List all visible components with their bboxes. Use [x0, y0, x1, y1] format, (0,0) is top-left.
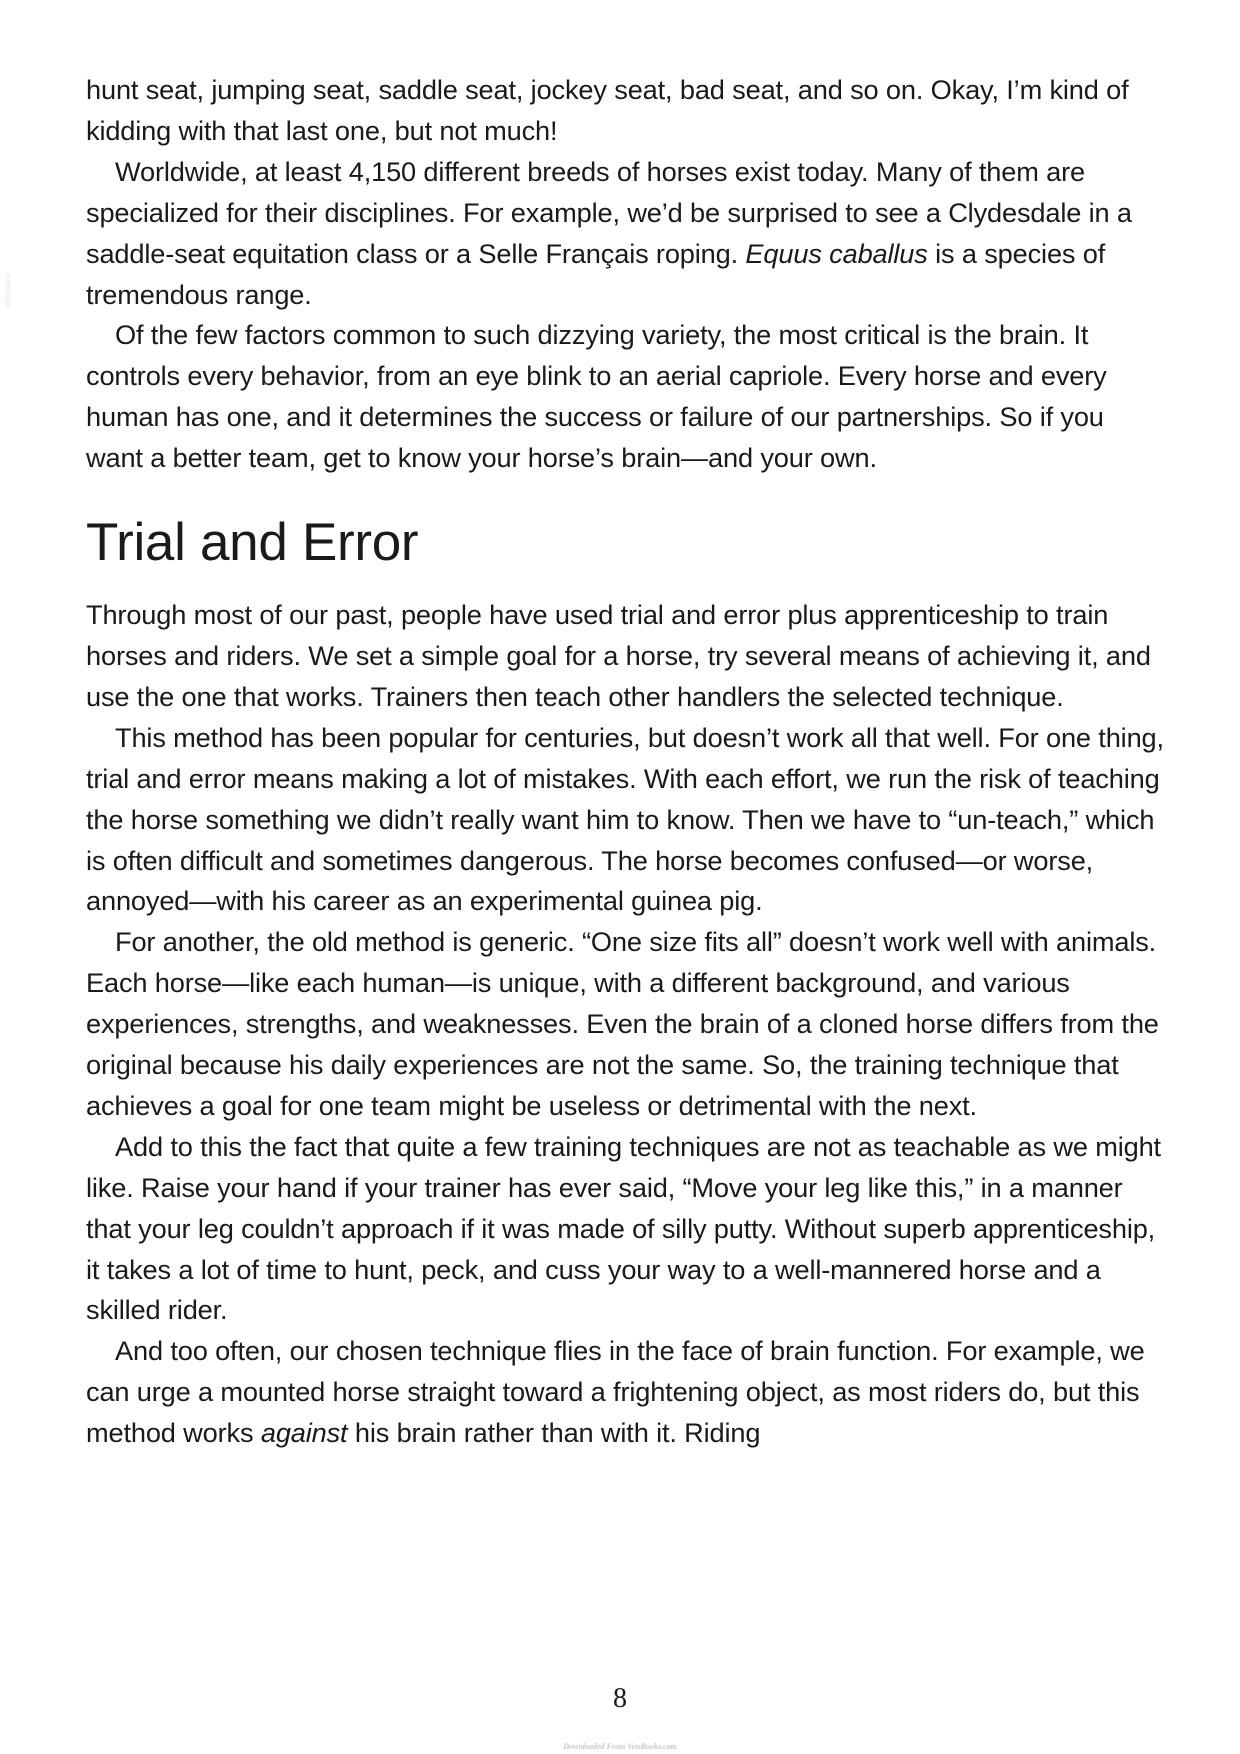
intro-paragraph-2-text-a: Worldwide, at least 4,150 different breeds of horses exist today. Many of them are specialized for their disciplines. For example, we’d be surprised to see a Clydesdale in a saddle-seat equitation class or a Selle Français roping.: [86, 155, 1132, 269]
section-heading: Trial and Error: [86, 513, 419, 573]
intro-paragraph-2: [86, 152, 1166, 316]
page-number: 8: [613, 1683, 627, 1714]
intro-paragraph-3: Of the few factors common to such dizzying variety, the most critical is the brain. It controls every behavior, from an eye blink to an aerial capriole. Every horse and every human has one, and it determines the success or failure of our partnerships. So if you want a better team, get to know your horse’s brain—and your own.: [86, 319, 1107, 474]
side-watermark: [2, 272, 14, 332]
trial-paragraph-5: [86, 1331, 1166, 1454]
page-body: [86, 70, 1166, 1454]
trial-paragraph-5-text-a: And too often, our chosen technique flies in the face of brain function. For example, we can urge a mounted horse straight toward a frightening object, as most riders do, but this method works: [86, 1335, 1145, 1449]
trial-paragraph-2: This method has been popular for centuries, but doesn’t work all that well. For one thing, trial and error means making a lot of mistakes. With each effort, we run the risk of teaching the horse something we didn’t really want him to know. Then we have to “un-teach,” which is often difficult and sometimes dangerous. The horse becomes confused—or worse, annoyed—with his career as an experimental guinea pig.: [86, 721, 1164, 917]
trial-paragraph-3: For another, the old method is generic. “One size fits all” doesn’t work well with animals. Each horse—like each human—is unique, with a different background, and various experiences, strengths, and weaknesses. Even the brain of a cloned horse differs from the original because his daily experiences are not the same. So, the training technique that achieves a goal for one team might be useless or detrimental with the next.: [86, 926, 1159, 1121]
trial-paragraph-5-text-b: his brain rather than with it. Riding: [347, 1417, 761, 1449]
emphasis-italic: against: [260, 1417, 348, 1449]
footer-watermark: Downloaded From VetsBooks.com: [563, 1742, 677, 1751]
intro-paragraph-2-text-b: is a species of tremendous range.: [86, 237, 1106, 310]
intro-paragraph-1: hunt seat, jumping seat, saddle seat, jockey seat, bad seat, and so on. Okay, I’m kind of kidding with that last one, but not much!: [86, 74, 1129, 146]
species-name-italic: Equus caballus: [745, 237, 928, 269]
trial-paragraph-1: Through most of our past, people have used trial and error plus apprenticeship to train horses and riders. We set a simple goal for a horse, try several means of achieving it, and use the one that works. Trainers then teach other handlers the selected technique.: [86, 599, 1151, 712]
side-watermark-text: Vetbooks.ir: [3, 272, 13, 309]
trial-paragraph-4: Add to this the fact that quite a few training techniques are not as teachable as we might like. Raise your hand if your trainer has ever said, “Move your leg like this,” in a manner that your leg couldn’t approach if it was made of silly putty. Without superb apprenticeship, it takes a lot of time to hunt, peck, and cuss your way to a well-mannered horse and a skilled rider.: [86, 1130, 1161, 1326]
